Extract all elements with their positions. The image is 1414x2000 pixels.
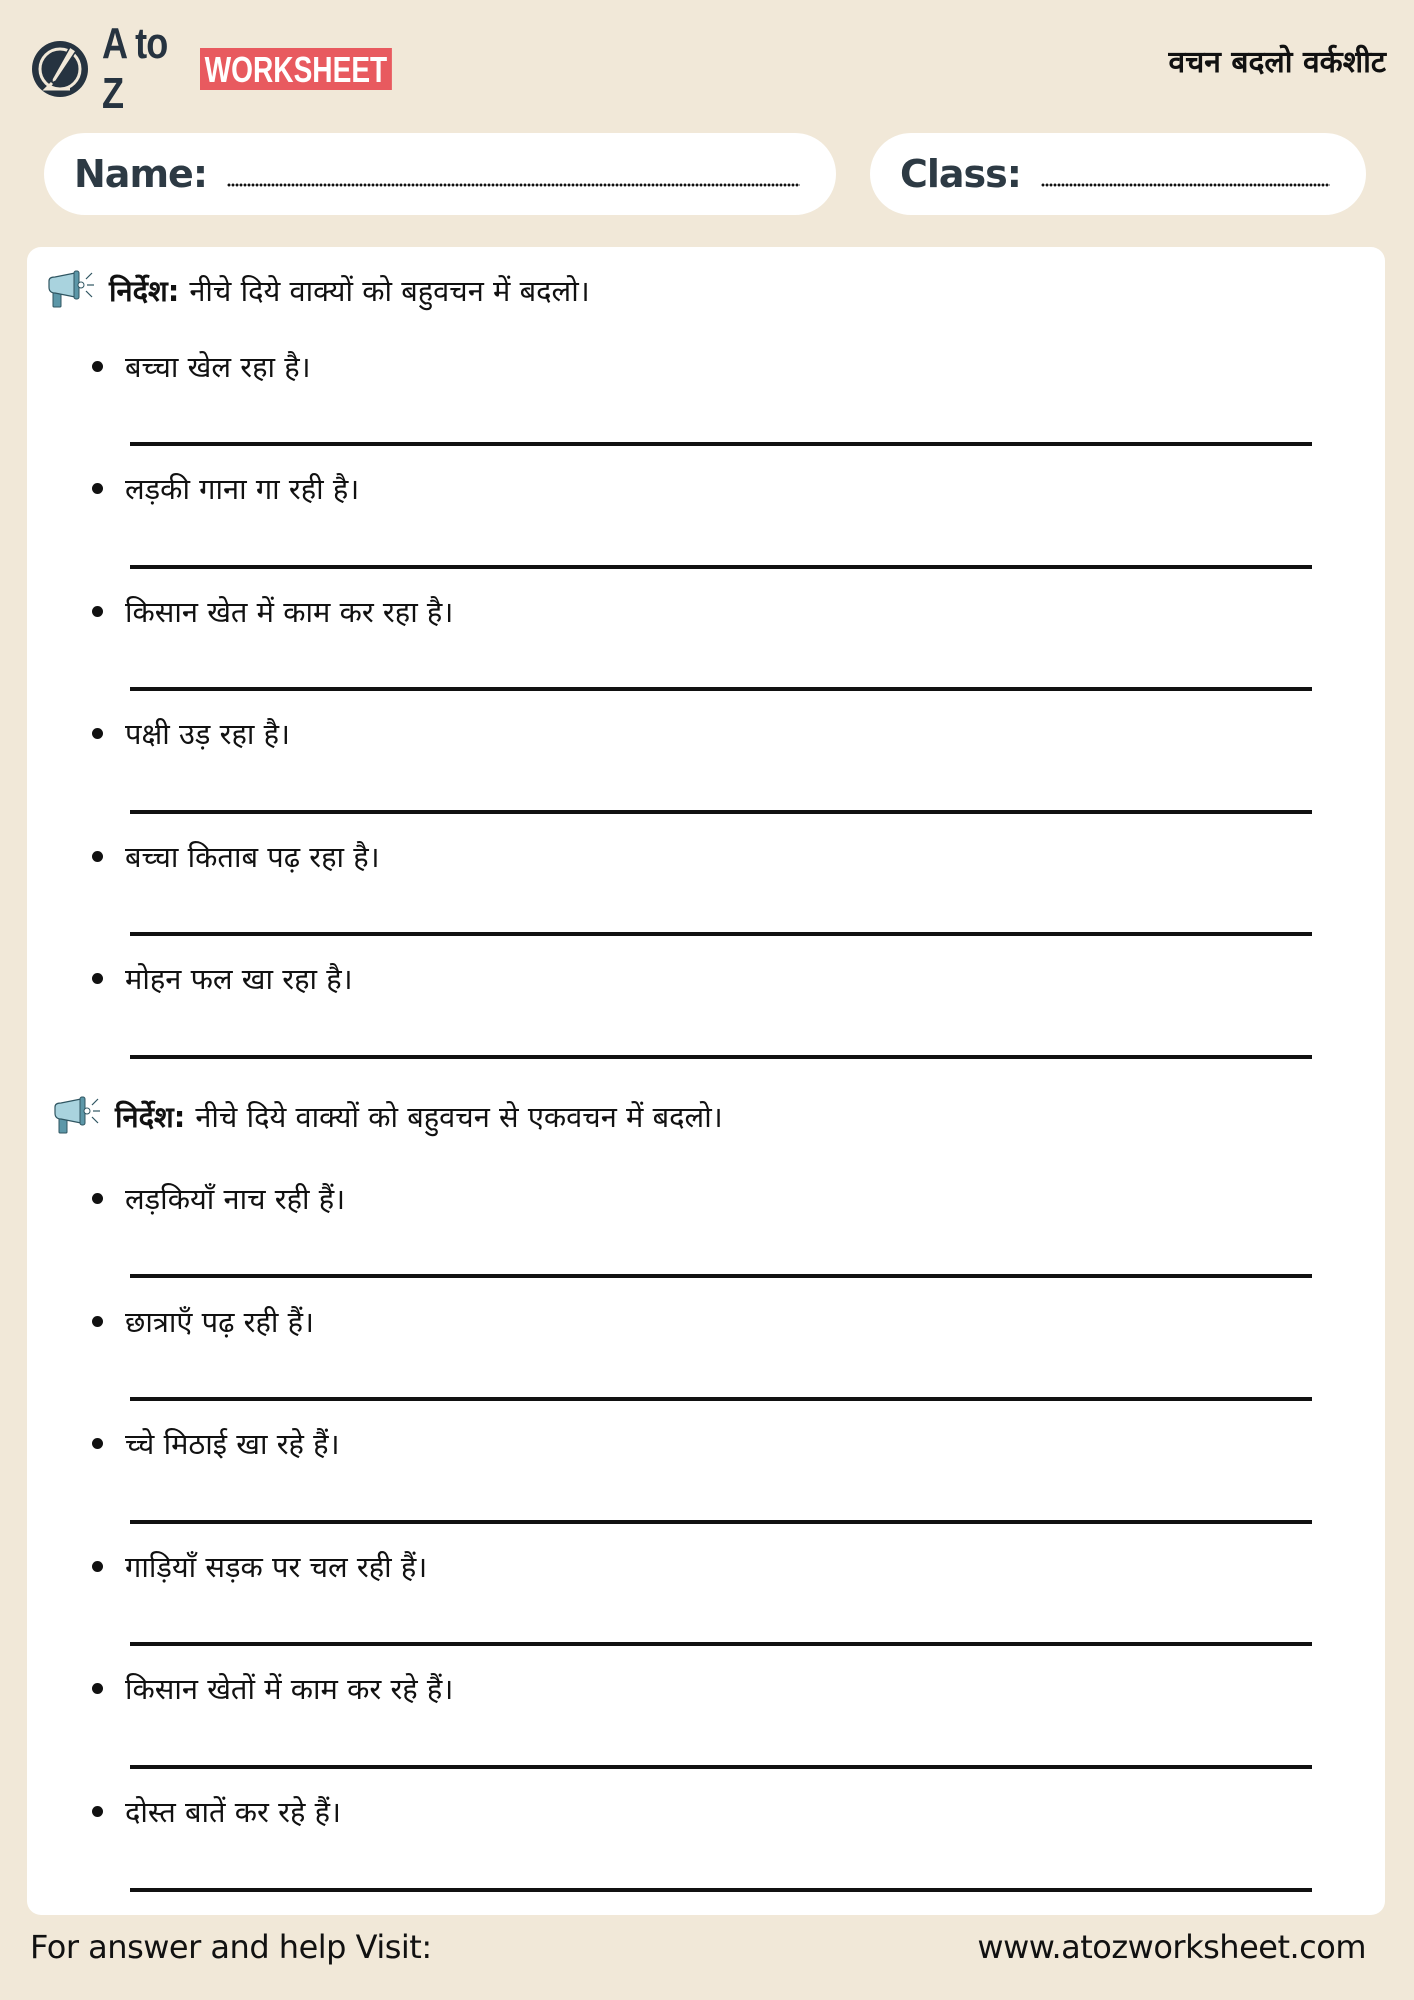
footer-help-text: For answer and help Visit: [30, 1928, 432, 1966]
question-item [92, 1547, 427, 1586]
pen-logo-icon [30, 39, 90, 99]
answer-line[interactable] [130, 1397, 1312, 1401]
bullet-icon [92, 1806, 103, 1817]
question-text: किसान खेतों में काम कर रहे हैं। [125, 1672, 454, 1706]
answer-line[interactable] [130, 932, 1312, 936]
answer-line[interactable] [130, 1520, 1312, 1524]
bullet-icon [92, 973, 103, 984]
question-text: दोस्त बातें कर रहे हैं। [125, 1795, 341, 1829]
question-item [92, 1424, 340, 1463]
class-dotted-line[interactable] [1041, 182, 1330, 188]
question-text: बच्चा किताब पढ़ रहा है। [125, 840, 380, 874]
name-label: Name: [74, 152, 208, 196]
logo-text: A to Z [102, 19, 168, 118]
megaphone-icon [47, 269, 95, 311]
answer-line[interactable] [130, 687, 1312, 691]
answer-line[interactable] [130, 1888, 1312, 1892]
header [0, 0, 1414, 130]
class-field[interactable] [870, 133, 1366, 215]
bullet-icon [92, 1683, 103, 1694]
question-item [92, 1792, 341, 1831]
question-item [92, 1302, 314, 1341]
question-text: छात्राएँ पढ़ रही हैं। [125, 1305, 315, 1339]
answer-line[interactable] [130, 1642, 1312, 1646]
bullet-icon [92, 1193, 103, 1204]
question-text: लड़कियाँ नाच रही हैं। [125, 1182, 346, 1216]
logo-badge: WORKSHEET [200, 48, 392, 90]
name-dotted-line[interactable] [227, 182, 800, 188]
question-text: च्चे मिठाई खा रहे हैं। [125, 1427, 340, 1461]
footer-website-link[interactable]: www.atozworksheet.com [977, 1928, 1366, 1966]
question-text: पक्षी उड़ रहा है। [125, 717, 290, 751]
question-item [92, 347, 311, 386]
instruction-section-1 [47, 269, 590, 311]
bullet-icon [92, 606, 103, 617]
megaphone-icon [53, 1095, 101, 1137]
name-field[interactable] [44, 133, 836, 215]
question-text: गाड़ियाँ सड़क पर चल रही हैं। [125, 1550, 428, 1584]
instruction-section-2 [53, 1095, 723, 1137]
question-item [92, 714, 290, 753]
bullet-icon [92, 851, 103, 862]
instruction-label: निर्देश: [115, 1099, 186, 1134]
answer-line[interactable] [130, 810, 1312, 814]
answer-line[interactable] [130, 565, 1312, 569]
answer-line[interactable] [130, 1055, 1312, 1059]
question-text: बच्चा खेल रहा है। [125, 350, 311, 384]
question-item [92, 959, 353, 998]
bullet-icon [92, 1438, 103, 1449]
question-item [92, 592, 453, 631]
class-label: Class: [900, 152, 1021, 196]
logo [30, 19, 446, 118]
question-item [92, 1179, 345, 1218]
bullet-icon [92, 361, 103, 372]
instruction-text: नीचे दिये वाक्यों को बहुवचन से एकवचन में बदलो। [195, 1099, 723, 1134]
question-item [92, 1669, 453, 1708]
bullet-icon [92, 483, 103, 494]
answer-line[interactable] [130, 1274, 1312, 1278]
question-item [92, 469, 359, 508]
instruction-text: नीचे दिये वाक्यों को बहुवचन में बदलो। [189, 273, 590, 308]
question-item [92, 837, 380, 876]
question-text: किसान खेत में काम कर रहा है। [125, 595, 454, 629]
answer-line[interactable] [130, 1765, 1312, 1769]
instruction-label: निर्देश: [109, 273, 180, 308]
answer-line[interactable] [130, 442, 1312, 446]
bullet-icon [92, 1316, 103, 1327]
worksheet-card [27, 247, 1385, 1915]
question-text: लड़की गाना गा रही है। [125, 472, 360, 506]
question-text: मोहन फल खा रहा है। [125, 962, 353, 996]
bullet-icon [92, 1561, 103, 1572]
bullet-icon [92, 728, 103, 739]
sheet-title: वचन बदलो वर्कशीट [1168, 45, 1386, 80]
